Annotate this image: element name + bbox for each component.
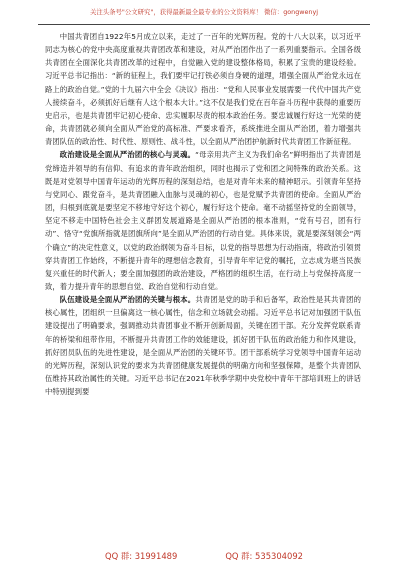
- paragraph-text: 共青团是党的助手和后备军，政治性是其共青团的核心属性，团组织一旦偏离这一核心属性，信念和立场就会动摇。习近平总书记对加强团干队伍建设提出了明确要求，强调推动共青团事业不断开创新局面，关键在团干部。充分发挥党联系青年的桥梁和纽带作用，不断提升共青团工作的效能建设，抓好团干队伍的政治能力和作风建设，抓好团员队伍的先进性建设，是全面从严治团的关键环节。团干部系统学习党领导中国青年运动的光辉历程，深刻认识党的要求为共青团健康发展提供的明确方向和坚强保障，是整个共青团队伍维持其政治属性的关键。习近平总书记在2021年秋季学期中央党校中青年干部培训班上的讲话中特别提到要: [45, 295, 361, 397]
- header-banner: 关注头条号"公文研究"，获得最新最全最专业的公文资料库！ 微信：gongwenyj: [89, 8, 319, 16]
- document-body: [45, 30, 361, 540]
- paragraph-team-construction: [45, 293, 361, 398]
- qq-group-2: QQ 群: 535304092: [225, 551, 303, 561]
- paragraph-heading: 政治建设是全面从严治团的核心与灵魂。: [59, 150, 196, 160]
- paragraph-text: “母亲用共产主义为我们命名”鲜明指出了共青团是党缔造并领导的有信仰、有追求的青年政治组织，同时也揭示了党和团之间特殊的政治关系。这既是对党领导中国青年运动的光辉历程的深刻总结，也是对青年未来的精神昭示。引领青年坚持与党同心、跟党奋斗，是共青团融入血脉与灵魂的初心，也是党赋予共青团的使命。全面从严治团，归根到底就是要坚定不移地守好这个初心，履行好这个使命。毫不动摇坚持党的全面领导，坚定不移走中国特色社会主义群团发展道路是全面从严治团的根本准则，“党有号召，团有行动”、恪守“党旗所指就是团旗所向”是全面从严治团的行动自觉。具体来说，就是要深刻领会“两个确立”的决定性意义，以党的政治纲领为奋斗目标，以党的指导思想为行动指南，将政治引领贯穿共青团工作始终，不断提升青年的理想信念教育，引导青年牢记党的嘱托，立志成为堪当民族复兴重任的时代新人；要全面加强团的政治建设，严格团的组织生活，在行动上与党保持高度一致，着力提升青年的思想自觉、政治自觉和行动自觉。: [45, 150, 361, 291]
- paragraph-political-construction: [45, 148, 361, 293]
- qq-group-1: QQ 群: 31991489: [104, 551, 178, 561]
- paragraph-intro: [45, 30, 361, 148]
- footer-contact: [0, 550, 408, 562]
- paragraph-heading: 队伍建设是全面从严治团的关键与根本。: [59, 295, 196, 305]
- header-divider: [38, 24, 370, 25]
- paragraph-text: 中国共青团自1922年5月成立以来，走过了一百年的光辉历程。党的十八大以来，以习近平同志为核心的党中央高度重视共青团改革和建设，对从严治团作出了一系列重要指示。全国各级共青团在全面深化共青团改革的过程中，自觉融入党的建设整体格局，积累了宝贵的建设经验。习近平总书记指出：“新的征程上，我们要牢记打铁必须自身硬的道理，增强全面从严治党永远在路上的政治自觉。”党的十九届六中全会《决议》指出：“党和人民事业发展需要一代代中国共产党人接续奋斗，必须抓好后继有人这个根本大计。”这不仅是我们党在百年奋斗历程中获得的重要历史启示，也是共青团牢记初心使命、忠实履职尽责的根本政治任务。要忠诚履行好这一光荣的使命，共青团就必须向全面从严治党的高标准、严要求看齐，系统推进全面从严治团，着力增强共青团队伍的政治性、时代性、原则性、战斗性，以全面从严治团护航新时代共青团工作新征程。: [45, 32, 361, 147]
